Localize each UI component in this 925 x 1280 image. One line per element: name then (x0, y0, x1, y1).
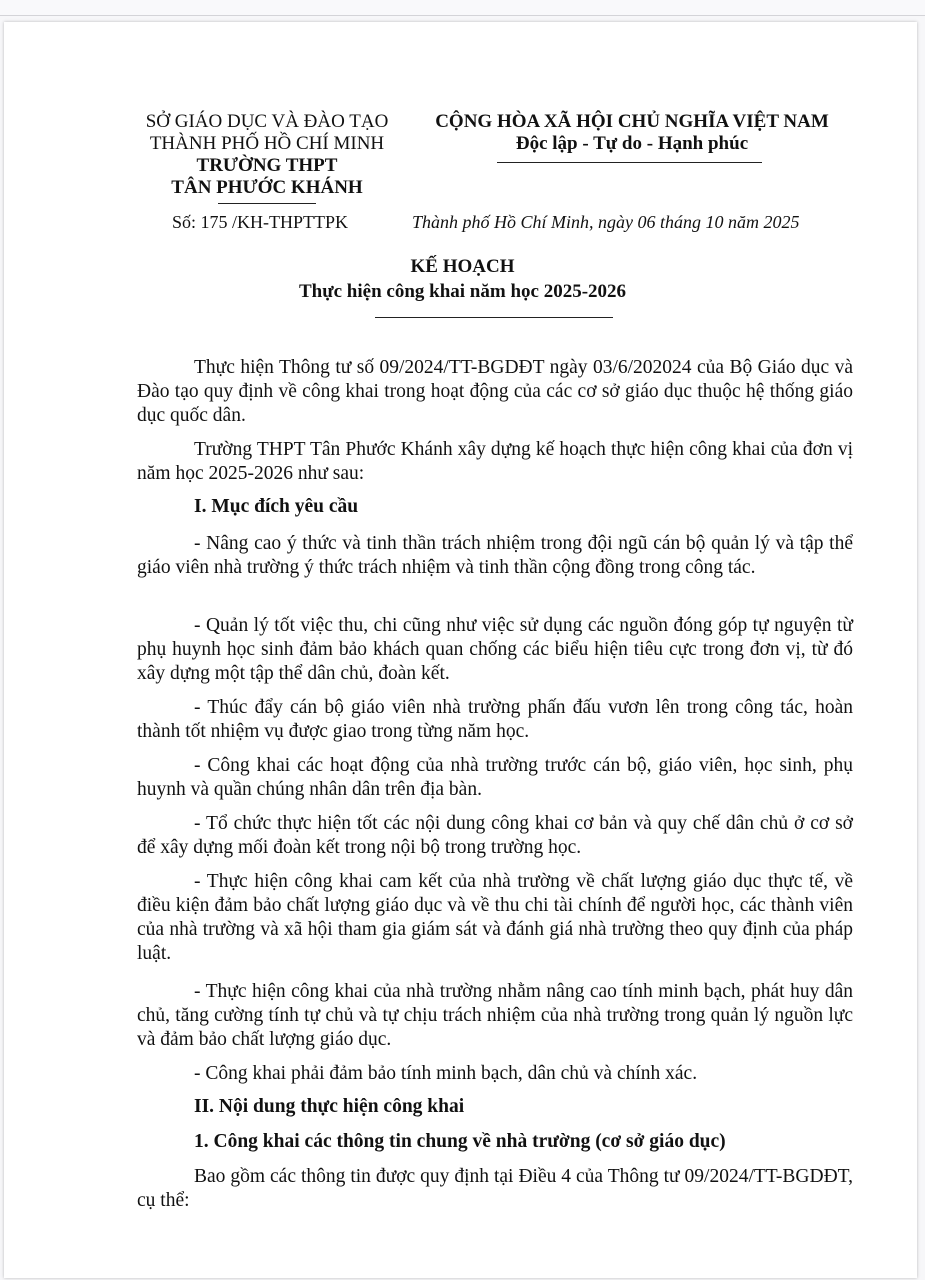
motto-underline (497, 162, 762, 163)
section-1-heading: I. Mục đích yêu cầu (194, 496, 359, 517)
document-title: KẾ HOẠCH (410, 256, 515, 277)
subsection-1-heading: 1. Công khai các thông tin chung về nhà trường (cơ sở giáo dục) (194, 1131, 726, 1152)
subsection-1-text: Bao gồm các thông tin được quy định tại Điều 4 của Thông tư 09/2024/TT-BGDĐT, cụ thể: (137, 1166, 853, 1211)
intro-paragraph-1: Thực hiện Thông tư số 09/2024/TT-BGDĐT ngày 03/6/202024 của Bộ Giáo dục và Đào tạo quy định về công khai trong hoạt động của các cơ sở giáo dục thuộc hệ thống giáo dục quốc dân. (137, 357, 853, 426)
intro-paragraph-2: Trường THPT Tân Phước Khánh xây dựng kế hoạch thực hiện công khai của đơn vị năm học 2025-2026 như sau: (137, 439, 853, 484)
issuer-department: SỞ GIÁO DỤC VÀ ĐÀO TẠO (145, 111, 389, 132)
issuer-underline (218, 203, 316, 204)
country-name: CỘNG HÒA XÃ HỘI CHỦ NGHĨA VIỆT NAM (435, 111, 829, 132)
section-2-heading: II. Nội dung thực hiện công khai (194, 1096, 465, 1117)
issuer-school-line2: TÂN PHƯỚC KHÁNH (171, 177, 363, 198)
national-motto-block (412, 111, 852, 155)
purpose-item: - Quản lý tốt việc thu, chi cũng như việc sử dụng các nguồn đóng góp tự nguyện từ phụ huynh học sinh đảm bảo khách quan chống các biểu hiện tiêu cực trong đơn vị, từ đó xây dựng một tập thể dân chủ, đoàn kết. (137, 615, 853, 684)
purpose-item: - Thực hiện công khai cam kết của nhà trường về chất lượng giáo dục thực tế, về điều kiện đảm bảo chất lượng giáo dục và về thu chi tài chính để người học, các thành viên của nhà trường và xã hội tham gia giám sát và đánh giá nhà trường theo quy định của pháp luật. (137, 871, 853, 964)
viewer-top-bar (0, 0, 925, 16)
purpose-item: - Công khai phải đảm bảo tính minh bạch, dân chủ và chính xác. (194, 1063, 698, 1084)
purpose-item: - Thực hiện công khai của nhà trường nhằm nâng cao tính minh bạch, phát huy dân chủ, tăng cường tính tự chủ và tự chịu trách nhiệm của nhà trường trong quản lý nguồn lực và đảm bảo chất lượng giáo dục. (137, 981, 853, 1050)
issuer-block (128, 111, 406, 199)
document-number: Số: 175 /KH-THPTTPK (172, 212, 349, 232)
purpose-item: - Thúc đẩy cán bộ giáo viên nhà trường phấn đấu vươn lên trong công tác, hoàn thành tốt nhiệm vụ được giao trong từng năm học. (137, 697, 853, 742)
issuer-city: THÀNH PHỐ HỒ CHÍ MINH (149, 133, 385, 154)
title-underline (375, 317, 613, 318)
purpose-item: - Tổ chức thực hiện tốt các nội dung công khai cơ bản và quy chế dân chủ ở cơ sở để xây dựng mối đoàn kết trong nội bộ trong trường học. (137, 813, 853, 858)
purpose-item: - Nâng cao ý thức và tinh thần trách nhiệm trong đội ngũ cán bộ quản lý và tập thể giáo viên nhà trường ý thức trách nhiệm và tinh thần cộng đồng trong công tác. (137, 533, 853, 578)
document-subtitle: Thực hiện công khai năm học 2025-2026 (298, 281, 627, 302)
national-motto: Độc lập - Tự do - Hạnh phúc (515, 133, 749, 154)
purpose-item: - Công khai các hoạt động của nhà trường trước cán bộ, giáo viên, học sinh, phụ huynh và quần chúng nhân dân trên địa bàn. (137, 755, 853, 800)
issuer-school-line1: TRƯỜNG THPT (196, 155, 338, 176)
document-date: Thành phố Hồ Chí Minh, ngày 06 tháng 10 năm 2025 (412, 212, 800, 232)
